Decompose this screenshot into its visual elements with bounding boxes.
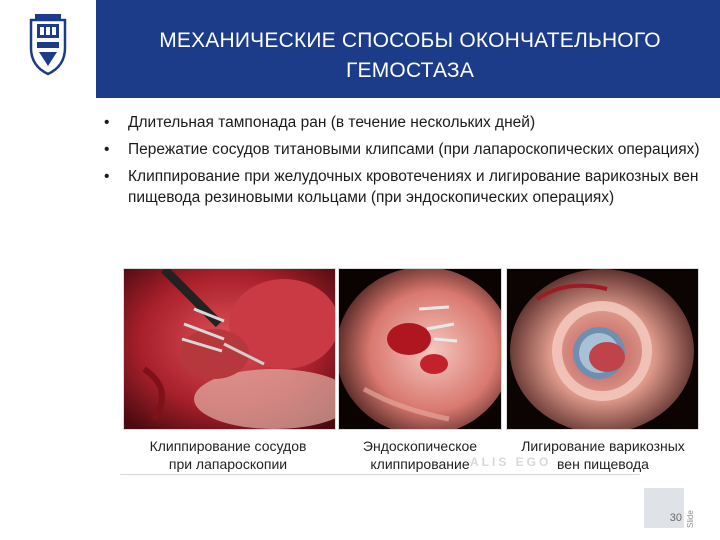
caption-line: клиппирование xyxy=(370,456,470,472)
bullet-list xyxy=(100,112,700,214)
page-number: 30 xyxy=(669,512,682,524)
caption-line: Клиппирование сосудов xyxy=(149,438,307,454)
side-label: Slide xyxy=(686,510,695,528)
variceal-ligation-photo xyxy=(506,268,699,430)
title-line-1: МЕХАНИЧЕСКИЕ СПОСОБЫ ОКОНЧАТЕЛЬНОГО xyxy=(159,29,661,52)
title-line-2: ГЕМОСТАЗА xyxy=(345,59,475,82)
bullet-text: Пережатие сосудов титановыми клипсами (при лапароскопических операциях) xyxy=(128,141,700,158)
laparoscopic-clipping-photo xyxy=(123,268,336,430)
bullet-text: Клиппирование при желудочных кровотечениях и лигирование варикозных вен пищевода резиновыми кольцами (при эндоскопических операциях) xyxy=(128,168,699,206)
slide-title xyxy=(110,26,710,86)
figure-caption xyxy=(120,437,336,473)
page-number-box xyxy=(644,488,684,528)
bullet-item xyxy=(100,166,700,208)
watermark-text: ALIS EGO xyxy=(470,455,552,469)
bullet-text: Длительная тампонада ран (в течение нескольких дней) xyxy=(128,114,536,131)
caption-line: Лигирование варикозных xyxy=(521,438,685,454)
caption-line: при лапароскопии xyxy=(168,456,288,472)
bullet-marker: • xyxy=(104,114,110,131)
bullet-marker: • xyxy=(104,141,110,158)
bullet-item xyxy=(100,139,700,160)
footer-divider xyxy=(120,474,640,475)
university-crest-icon xyxy=(27,14,69,76)
caption-line: вен пищевода xyxy=(557,456,649,472)
logo-area xyxy=(0,0,96,98)
caption-line: Эндоскопическое xyxy=(362,438,478,454)
endoscopic-clipping-photo xyxy=(338,268,502,430)
title-band xyxy=(0,0,720,98)
bullet-marker: • xyxy=(104,168,110,185)
bullet-item xyxy=(100,112,700,133)
